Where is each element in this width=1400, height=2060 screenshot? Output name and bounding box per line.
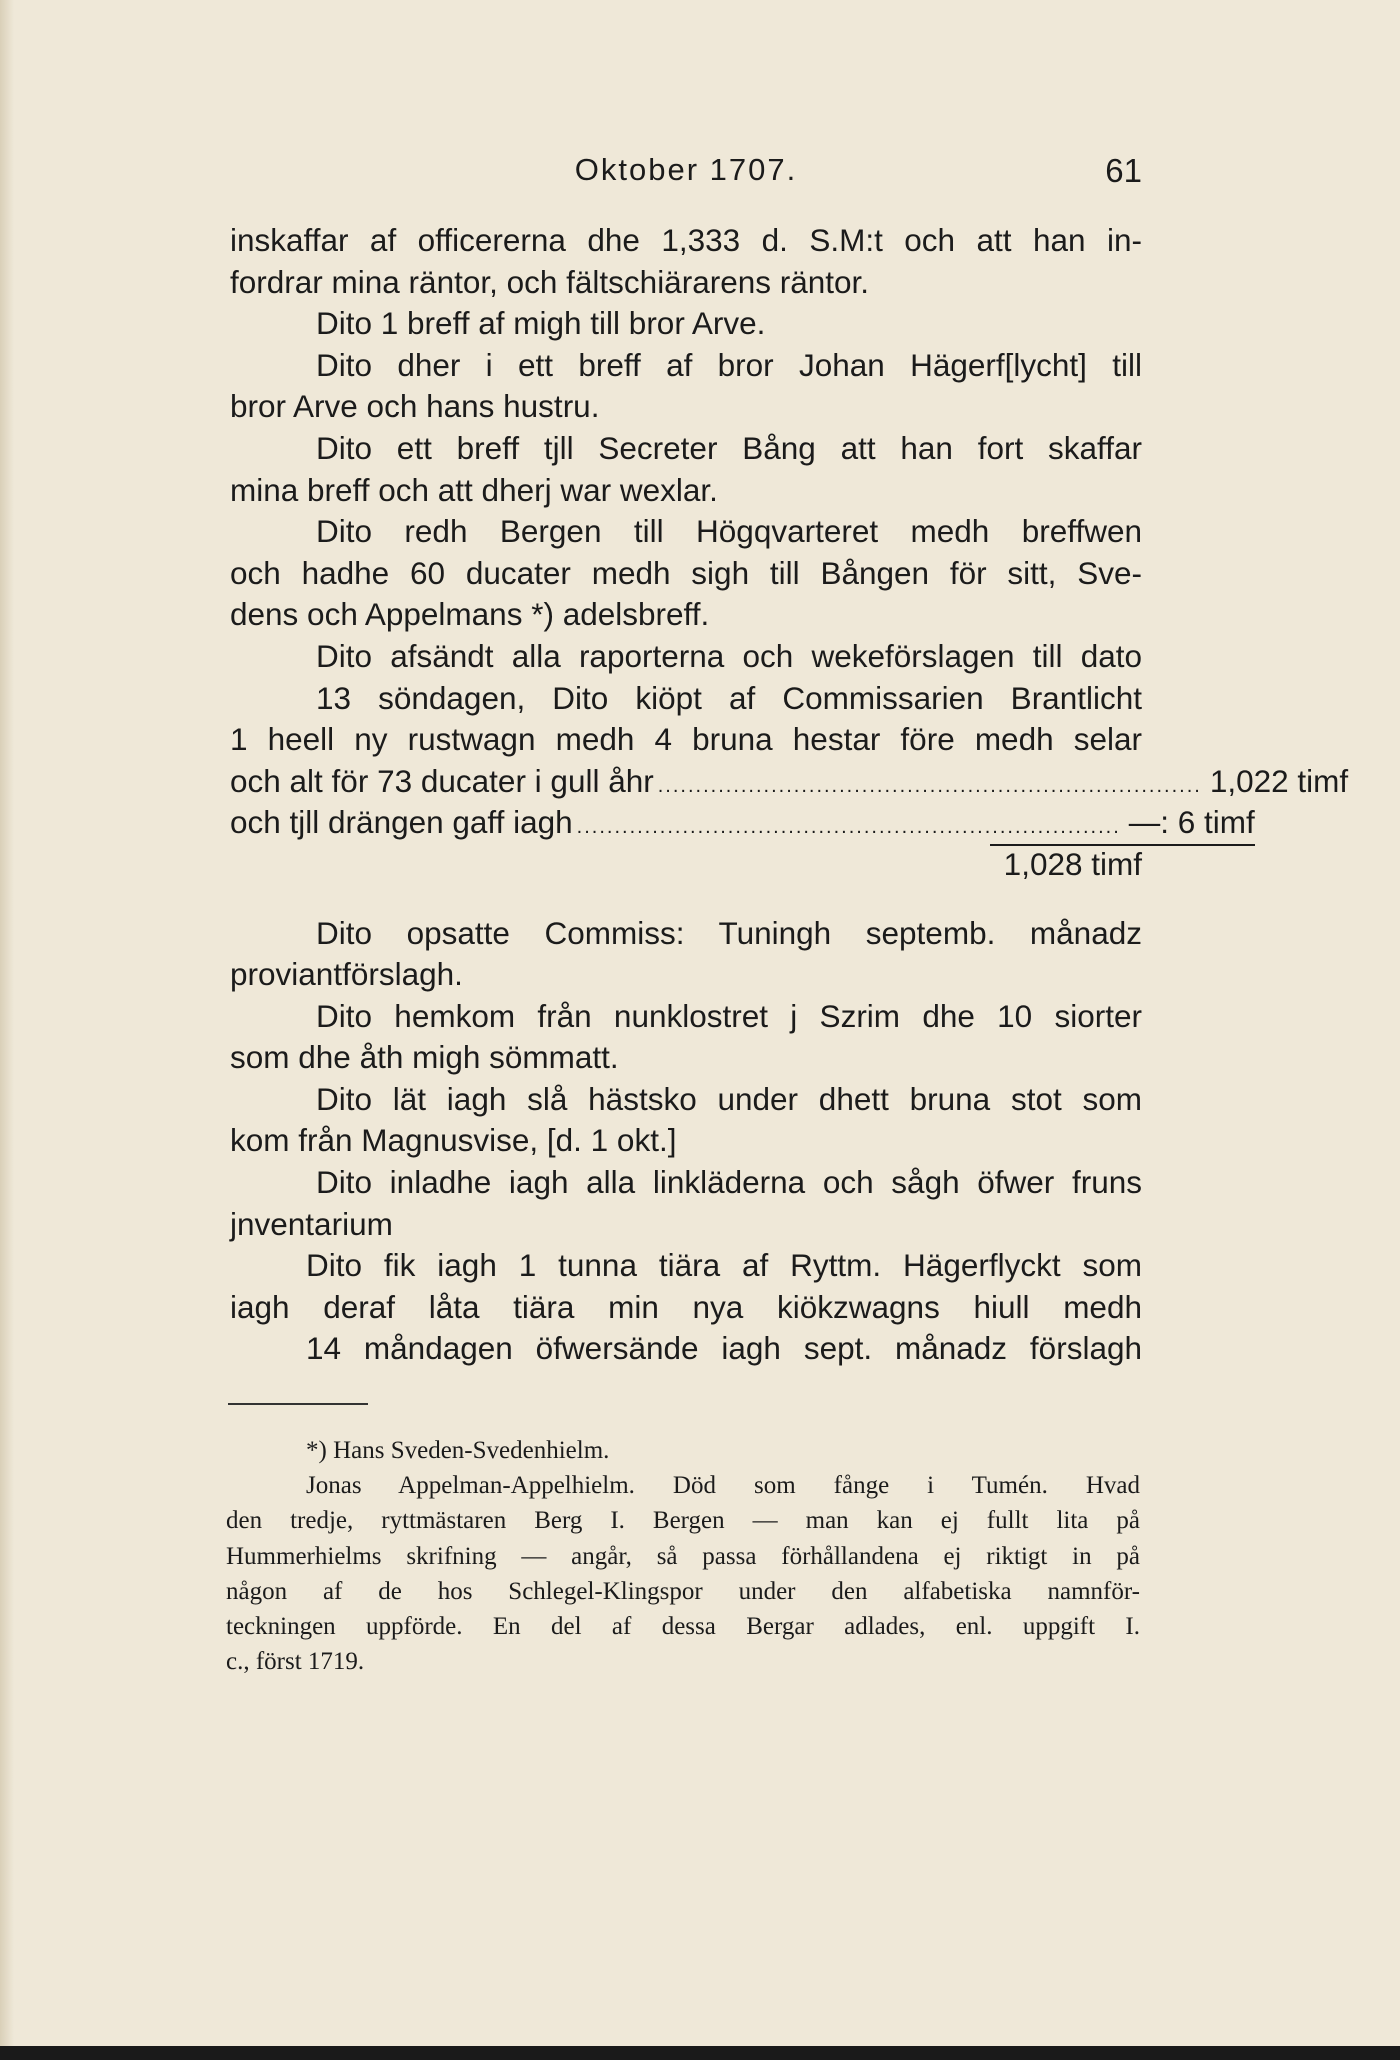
text-line: iagh deraf låta tiära min nya kiökzwagns hiull medh: [230, 1288, 1142, 1325]
paragraph-gap: [230, 886, 1142, 913]
ledger-amount: —: 6 timf: [1129, 802, 1255, 846]
text-line: och hadhe 60 ducater medh sigh till Bången för sitt, Sve-: [230, 554, 1142, 591]
text-line: dens och Appelmans *) adelsbreff.: [230, 596, 710, 633]
footnote-line: *) Hans Sveden-Svedenhielm.: [306, 1437, 610, 1464]
ledger-entry: [230, 802, 1255, 844]
leader-dots: ........................................................................: [657, 774, 1202, 797]
total-block: [230, 844, 1142, 886]
page-number: 61: [1105, 152, 1142, 189]
text-line: Dito fik iagh 1 tunna tiära af Ryttm. Hägerflyckt som: [306, 1247, 1142, 1284]
footnote-line: någon af de hos Schlegel-Klingspor under den alfabetiska namnför-: [226, 1577, 1140, 1605]
text-line: bror Arve och hans hustru.: [230, 388, 600, 425]
text-line: jnventarium: [230, 1205, 393, 1242]
text-line: Dito ett breff tjll Secreter Bång att han fort skaffar: [316, 429, 1142, 466]
ledger-label: och alt för 73 ducater i gull åhr: [230, 762, 654, 799]
text-line: Dito afsändt alla raporterna och wekeförslagen till dato: [316, 637, 1142, 674]
text-line: 14 måndagen öfwersände iagh sept. månadz förslagh: [306, 1330, 1142, 1367]
running-title: Oktober 1707.: [574, 152, 798, 187]
text-line: kom från Magnusvise, [d. 1 okt.]: [230, 1122, 677, 1159]
body-text: [230, 220, 1349, 1370]
text-line: proviantförslagh.: [230, 956, 463, 993]
footnote-line: Hummerhielms skrifning — angår, så passa förhållandena ej riktigt in på: [226, 1542, 1140, 1570]
leader-dots: ........................................................................: [576, 816, 1121, 839]
text-line: Dito 1 breff af migh till bror Arve.: [316, 305, 766, 342]
text-line: mina breff och att dherj war wexlar.: [230, 471, 718, 508]
page-header: [230, 152, 1142, 192]
text-line: fordrar mina räntor, och fältschiärarens räntor.: [230, 263, 870, 300]
text-line: Dito lät iagh slå hästsko under dhett bruna stot som: [316, 1080, 1142, 1117]
text-line: Dito inladhe iagh alla linkläderna och sågh öfwer fruns: [316, 1164, 1142, 1201]
text-line: 1 heell ny rustwagn medh 4 bruna hestar före medh selar: [230, 721, 1142, 758]
ledger-label: och tjll drängen gaff iagh: [230, 804, 573, 841]
footnotes: [226, 1433, 1140, 1679]
text-line: Dito hemkom från nunklostret j Szrim dhe 10 siorter: [316, 997, 1142, 1034]
footnote-line: c., först 1719.: [226, 1648, 365, 1676]
footnote-rule: [228, 1403, 368, 1405]
text-line: som dhe åth migh sömmatt.: [230, 1039, 619, 1076]
footnote-line: Jonas Appelman-Appelhielm. Död som fånge i Tumén. Hvad: [306, 1472, 1140, 1500]
text-line: inskaffar af officererna dhe 1,333 d. S.M:t och att han in-: [230, 222, 1142, 258]
page-edge: [0, 0, 14, 2060]
ledger-total: 1,028 timf: [1003, 845, 1142, 882]
text-line: Dito dher i ett breff af bror Johan Hägerf[lycht] till: [316, 346, 1142, 383]
footnote-line: teckningen uppförde. En del af dessa Bergar adlades, enl. uppgift I.: [226, 1612, 1140, 1640]
text-line: Dito opsatte Commiss: Tuningh septemb. månadz: [316, 914, 1142, 951]
sum-rule: [990, 844, 1142, 846]
text-line: 13 söndagen, Dito kiöpt af Commissarien Brantlicht: [316, 679, 1142, 716]
ledger-entry: [230, 761, 1349, 803]
ledger-amount: 1,022 timf: [1209, 762, 1349, 799]
footnote-line: den tredje, ryttmästaren Berg I. Bergen — man kan ej fullt lita på: [226, 1507, 1140, 1535]
text-line: Dito redh Bergen till Högqvarteret medh breffwen: [316, 513, 1142, 550]
page-bottom-edge: [0, 2046, 1400, 2060]
